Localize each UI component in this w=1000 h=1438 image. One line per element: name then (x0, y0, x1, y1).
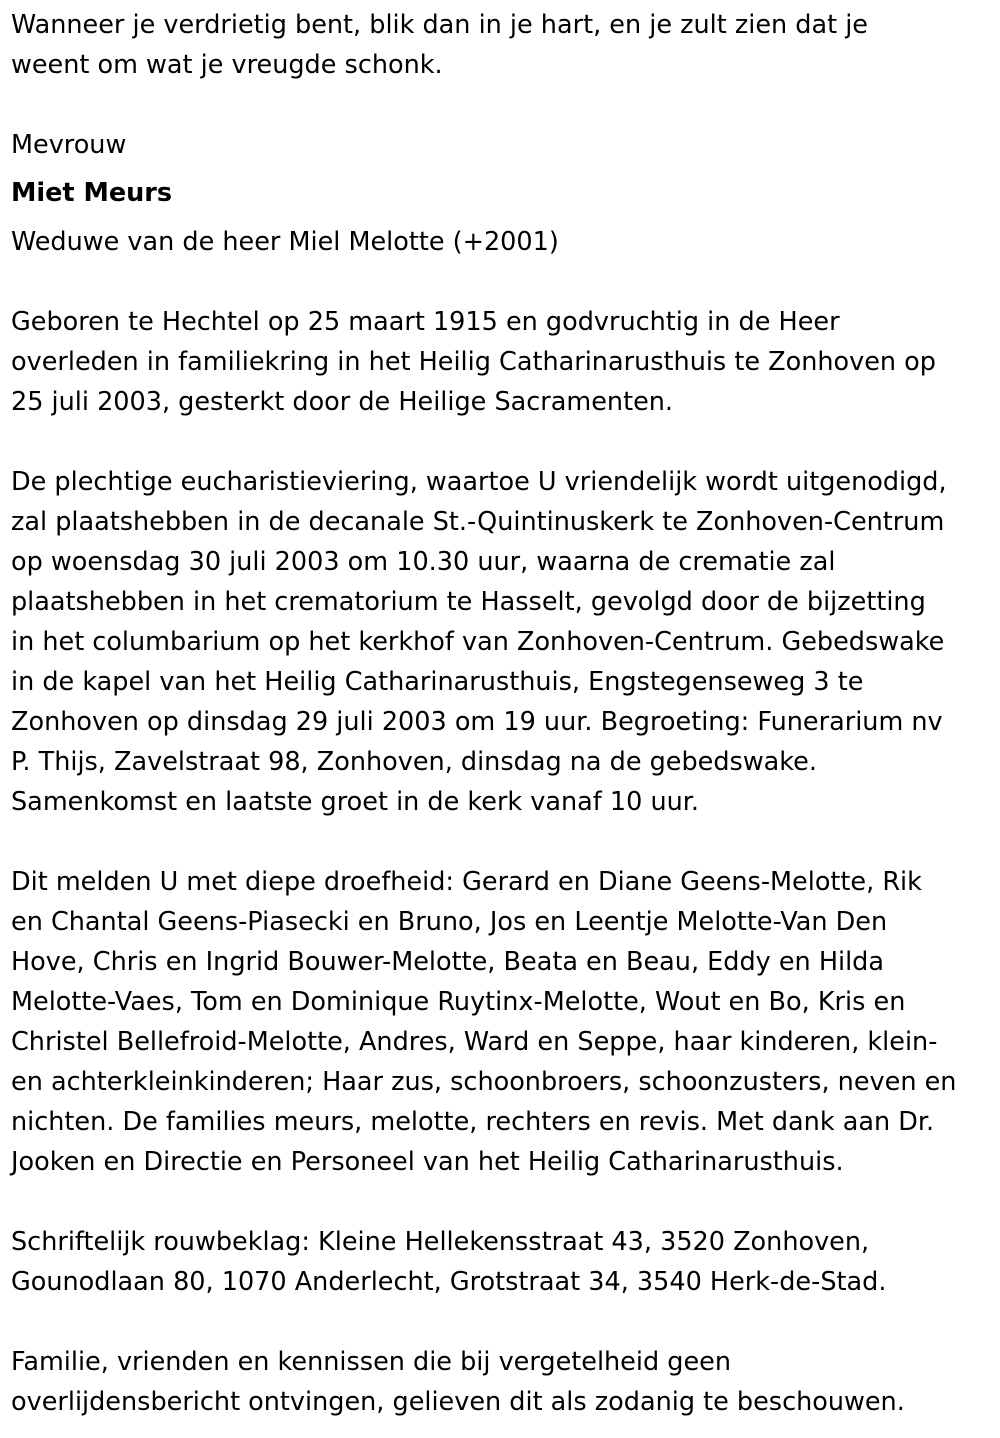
paragraph-line: en achterkleinkinderen; Haar zus, schoonbroers, schoonzusters, neven en (11, 1067, 957, 1097)
paragraph-line: overleden in familiekring in het Heilig Catharinarusthuis te Zonhoven op (11, 347, 936, 377)
paragraph-line: Zonhoven op dinsdag 29 juli 2003 om 19 uur. Begroeting: Funerarium nv (11, 707, 943, 737)
paragraph-line: op woensdag 30 juli 2003 om 10.30 uur, waarna de crematie zal (11, 547, 836, 577)
paragraph-line: overlijdensbericht ontvingen, gelieven dit als zodanig te beschouwen. (11, 1387, 905, 1417)
ceremony-paragraph (11, 462, 992, 822)
announcement-paragraph (11, 862, 992, 1182)
quote-line: weent om wat je vreugde schonk. (11, 50, 443, 80)
birth-death-paragraph (11, 302, 992, 422)
paragraph-line: in het columbarium op het kerkhof van Zonhoven-Centrum. Gebedswake (11, 627, 945, 657)
paragraph-line: P. Thijs, Zavelstraat 98, Zonhoven, dinsdag na de gebedswake. (11, 747, 817, 777)
quote-line: Wanneer je verdrietig bent, blik dan in je hart, en je zult zien dat je (11, 10, 868, 40)
paragraph-line: zal plaatshebben in de decanale St.-Quintinuskerk te Zonhoven-Centrum (11, 507, 945, 537)
paragraph-line: Christel Bellefroid-Melotte, Andres, Ward en Seppe, haar kinderen, klein- (11, 1027, 938, 1057)
salutation: Mevrouw (11, 130, 127, 160)
paragraph-line: De plechtige eucharistieviering, waartoe U vriendelijk wordt uitgenodigd, (11, 467, 947, 497)
paragraph-line: nichten. De families meurs, melotte, rechters en revis. Met dank aan Dr. (11, 1107, 935, 1137)
paragraph-line: Hove, Chris en Ingrid Bouwer-Melotte, Beata en Beau, Eddy en Hilda (11, 947, 884, 977)
paragraph-line: in de kapel van het Heilig Catharinarusthuis, Engstegenseweg 3 te (11, 667, 864, 697)
paragraph-line: Geboren te Hechtel op 25 maart 1915 en godvruchtig in de Heer (11, 307, 840, 337)
paragraph-line: 25 juli 2003, gesterkt door de Heilige Sacramenten. (11, 387, 674, 417)
opening-quote (11, 5, 992, 85)
paragraph-line: Schriftelijk rouwbeklag: Kleine Hellekensstraat 43, 3520 Zonhoven, (11, 1227, 870, 1257)
paragraph-line: Gounodlaan 80, 1070 Anderlecht, Grotstraat 34, 3540 Herk-de-Stad. (11, 1267, 887, 1297)
paragraph-line: Melotte-Vaes, Tom en Dominique Ruytinx-Melotte, Wout en Bo, Kris en (11, 987, 906, 1017)
paragraph-line: en Chantal Geens-Piasecki en Bruno, Jos en Leentje Melotte-Van Den (11, 907, 888, 937)
spouse-note: Weduwe van de heer Miel Melotte (+2001) (11, 227, 559, 257)
paragraph-line: Dit melden U met diepe droefheid: Gerard en Diane Geens-Melotte, Rik (11, 867, 922, 897)
deceased-name: Miet Meurs (11, 178, 173, 208)
paragraph-line: plaatshebben in het crematorium te Hasselt, gevolgd door de bijzetting (11, 587, 926, 617)
condolence-paragraph (11, 1222, 992, 1302)
paragraph-line: Familie, vrienden en kennissen die bij vergetelheid geen (11, 1347, 731, 1377)
paragraph-line: Jooken en Directie en Personeel van het Heilig Catharinarusthuis. (11, 1147, 844, 1177)
paragraph-line: Samenkomst en laatste groet in de kerk vanaf 10 uur. (11, 787, 700, 817)
closing-paragraph (11, 1342, 992, 1422)
